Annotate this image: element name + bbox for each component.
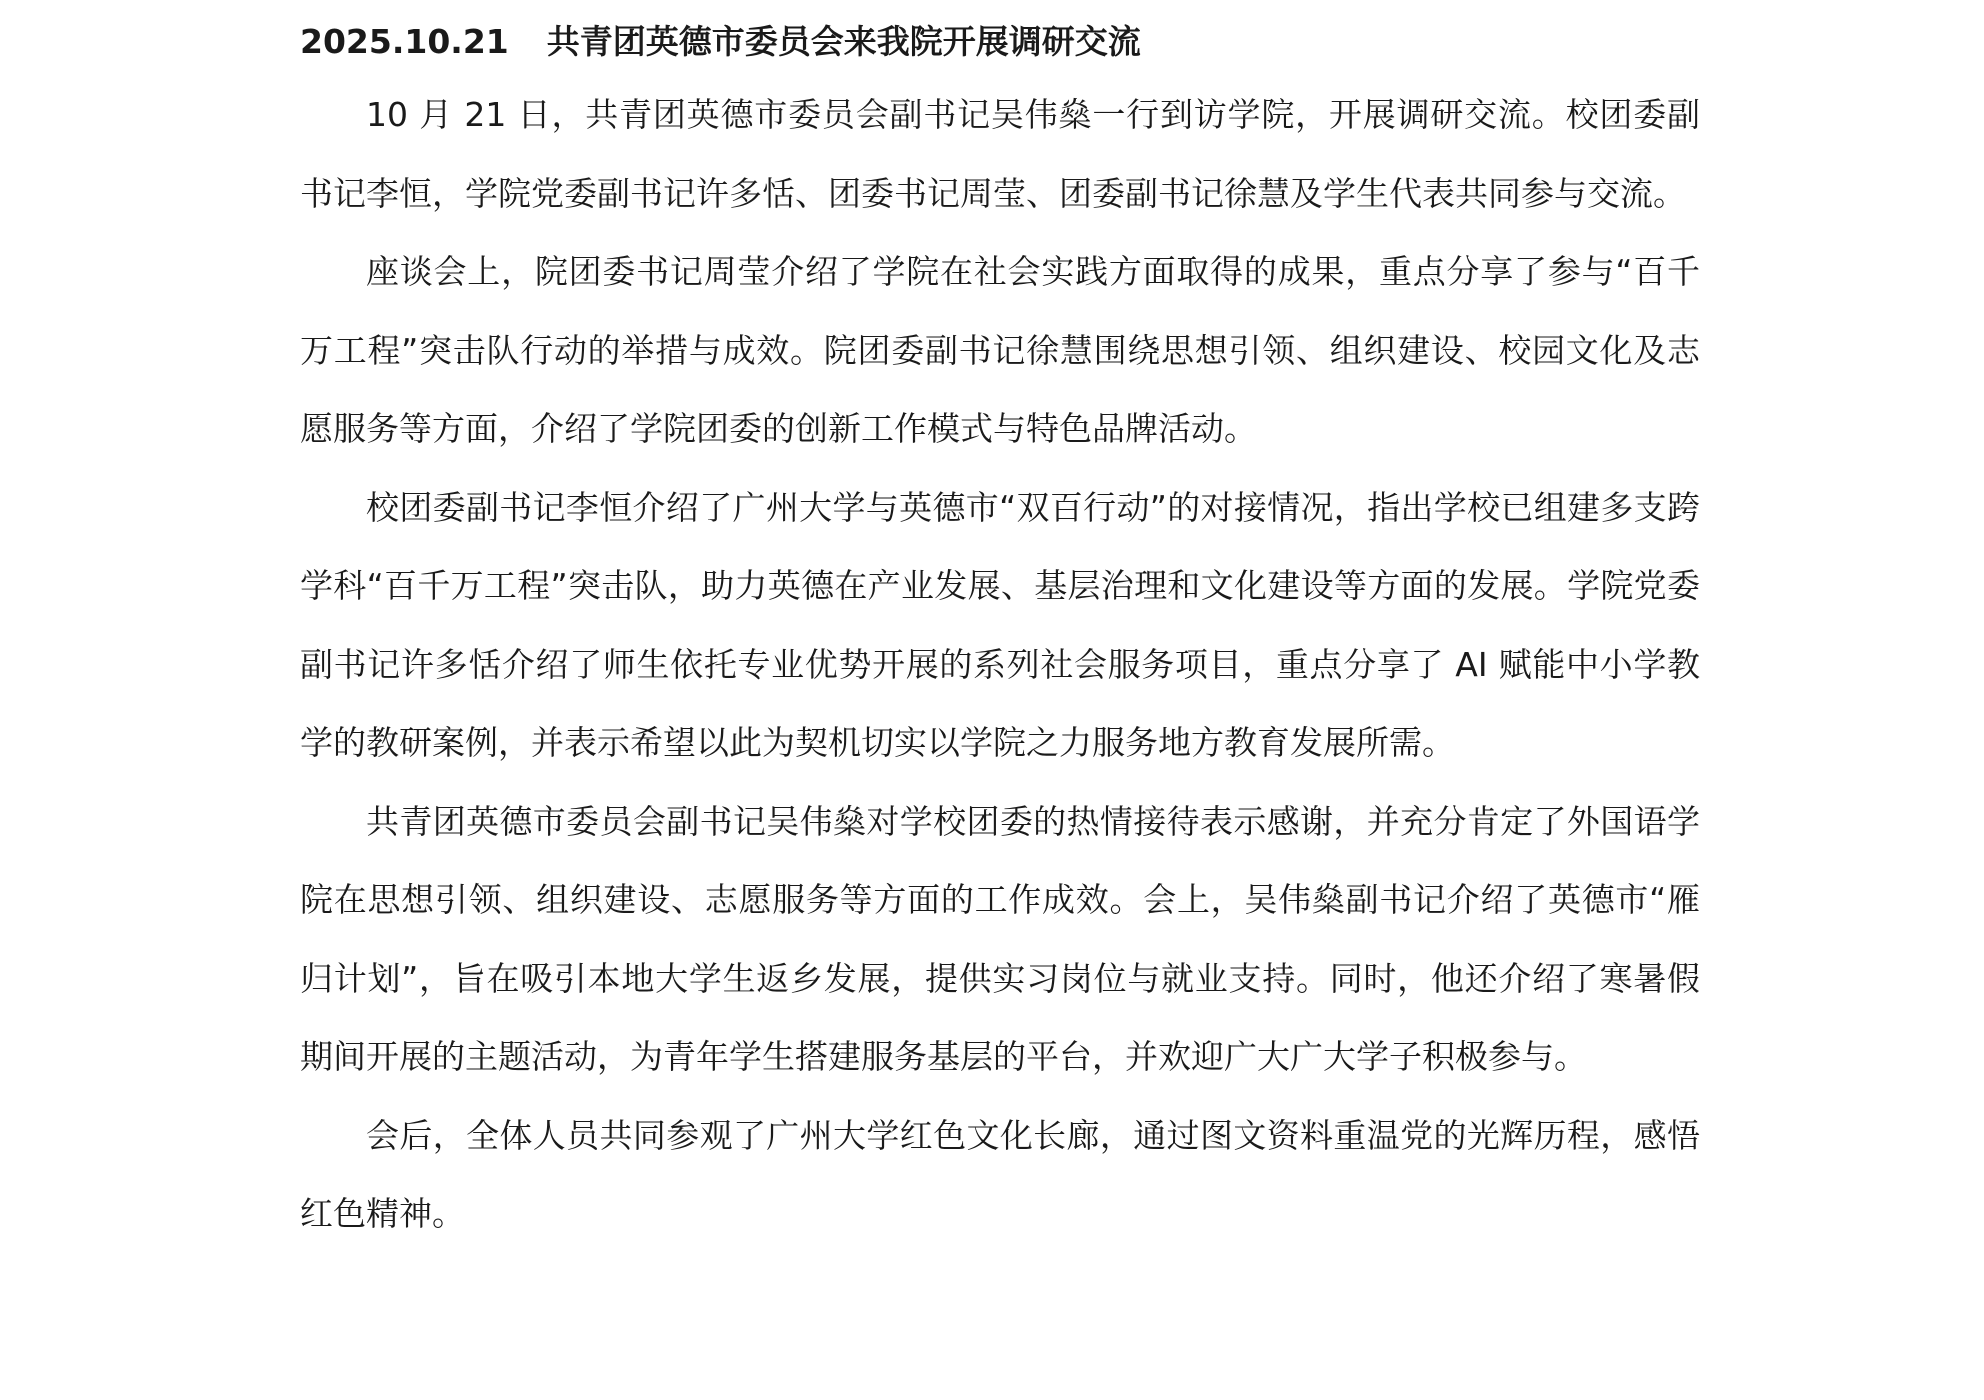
article-headline: 共青团英德市委员会来我院开展调研交流 — [546, 22, 1141, 61]
paragraph: 座谈会上，院团委书记周莹介绍了学院在社会实践方面取得的成果，重点分享了参与“百千万工程”突击队行动的举措与成效。院团委副书记徐慧围绕思想引领、组织建设、校园文化及志愿服务等方面，介绍了学院团委的创新工作模式与特色品牌活动。 — [300, 252, 1700, 448]
paragraph: 会后，全体人员共同参观了广州大学红色文化长廊，通过图文资料重温党的光辉历程，感悟红色精神。 — [300, 1115, 1700, 1233]
article-title — [300, 18, 1700, 66]
article-date: 2025.10.21 — [300, 22, 509, 61]
paragraph: 共青团英德市委员会副书记吴伟燊对学校团委的热情接待表示感谢，并充分肯定了外国语学院在思想引领、组织建设、志愿服务等方面的工作成效。会上，吴伟燊副书记介绍了英德市“雁归计划”，旨在吸引本地大学生返乡发展，提供实习岗位与就业支持。同时，他还介绍了寒暑假期间开展的主题活动，为青年学生搭建服务基层的平台，并欢迎广大广大学子积极参与。 — [300, 801, 1700, 1076]
paragraph: 校团委副书记李恒介绍了广州大学与英德市“双百行动”的对接情况，指出学校已组建多支跨学科“百千万工程”突击队，助力英德在产业发展、基层治理和文化建设等方面的发展。学院党委副书记许多恬介绍了师生依托专业优势开展的系列社会服务项目，重点分享了 AI 赋能中小学教学的教研案例，并表示希望以此为契机切实以学院之力服务地方教育发展所需。 — [300, 487, 1700, 762]
paragraph: 10 月 21 日，共青团英德市委员会副书记吴伟燊一行到访学院，开展调研交流。校团委副书记李恒，学院党委副书记许多恬、团委书记周莹、团委副书记徐慧及学生代表共同参与交流。 — [300, 95, 1700, 213]
document-page — [300, 18, 1700, 1254]
